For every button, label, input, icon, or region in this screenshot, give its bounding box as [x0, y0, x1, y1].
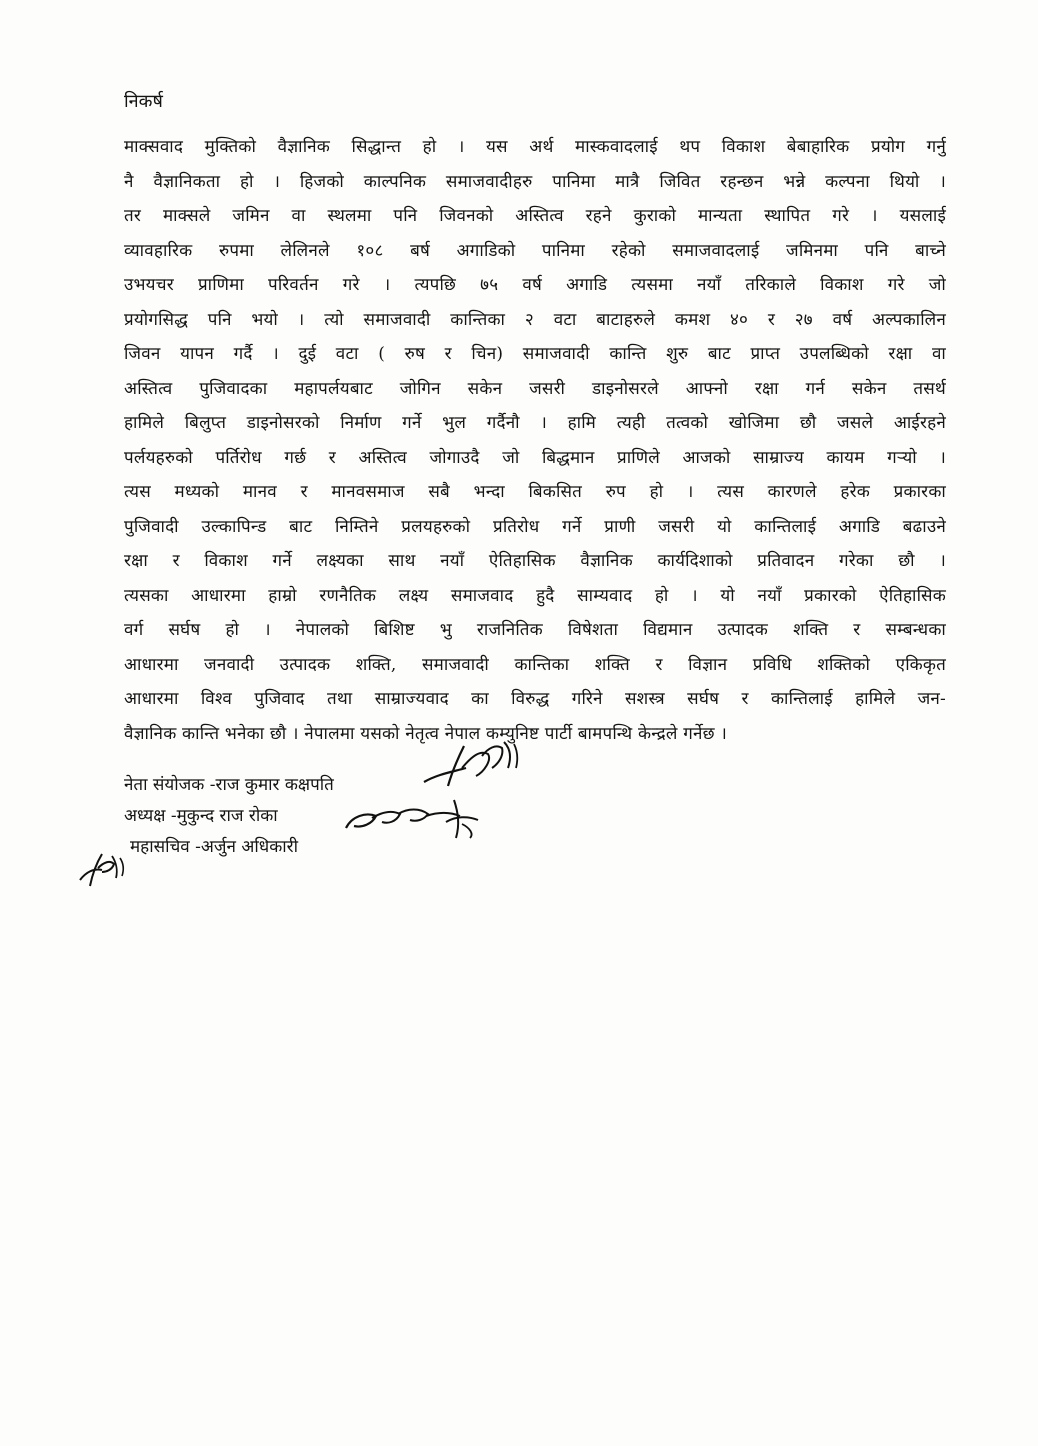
body-line: माक्सवाद मुक्तिको वैज्ञानिक सिद्धान्त हो । यस अर्थ मास्कवादलाई थप विकाश बेबाहारिक प्रयोग गर्नु — [124, 137, 946, 157]
body-line: नै वैज्ञानिकता हो । हिजको काल्पनिक समाजवादीहरु पानिमा मात्रै जिवित रहन्छन भन्ने कल्पना थियो । — [124, 171, 946, 192]
body-line: त्यसका आधारमा हाम्रो रणनैतिक लक्ष्य समाजवाद हुदै साम्यवाद हो । यो नयाँ प्रकारको ऐतिहासिक — [124, 585, 946, 606]
body-line: व्यावहारिक रुपमा लेलिनले १०८ बर्ष अगाडिको पानिमा रहेको समाजवादलाई जमिनमा पनि बाच्ने — [124, 240, 946, 261]
body-line: वैज्ञानिक कान्ति भनेका छौ । नेपालमा यसको नेतृत्व नेपाल कम्युनिष्ट पार्टी बामपन्थि केन्द्रले गर्नेछ । — [124, 723, 727, 744]
separator: - — [209, 775, 216, 795]
signature-mark — [72, 846, 132, 892]
signatory-row — [130, 832, 334, 863]
document-body — [124, 130, 946, 751]
separator: - — [195, 837, 201, 857]
body-line: वर्ग सर्घष हो । नेपालको बिशिष्ट भु राजनितिक विषेशता विद्यमान उत्पादक शक्ति र सम्बन्धका — [124, 620, 946, 640]
signature-mark — [342, 794, 492, 842]
body-line: प्रयोगसिद्ध पनि भयो । त्यो समाजवादी कान्तिका २ वटा बाटाहरुले कमश ४० र २७ वर्ष अल्पकालिन — [124, 309, 946, 330]
body-line: त्यस मध्यको मानव र मानवसमाज सबै भन्दा बिकसित रुप हो । त्यस कारणले हरेक प्रकारका — [124, 482, 946, 502]
separator: - — [170, 806, 177, 826]
signatory-role: नेता संयोजक — [124, 775, 205, 795]
signature-mark — [418, 738, 528, 796]
body-line: उभयचर प्राणिमा परिवर्तन गरे । त्यपछि ७५ वर्ष अगाडि त्यसमा नयाँ तरिकाले विकाश गरे जो — [124, 275, 946, 295]
signatory-name: अर्जुन अधिकारी — [200, 837, 299, 857]
signatory-name: राज कुमार कक्षपति — [215, 775, 334, 795]
body-line: जिवन यापन गर्दै । दुई वटा ( रुष र चिन) समाजवादी कान्ति शुरु बाट प्राप्त उपलब्धिको रक्षा वा — [124, 344, 946, 364]
signatory-list — [124, 770, 334, 863]
body-line: हामिले बिलुप्त डाइनोसरको निर्माण गर्ने भुल गर्दैनौ । हामि त्यही तत्वको खोजिमा छौ जसले आईरहने — [124, 413, 946, 433]
signatory-role: महासचिव — [130, 837, 190, 857]
document-heading: निकर्ष — [124, 91, 163, 112]
signatory-row — [124, 770, 334, 801]
body-line: अस्तित्व पुजिवादका महापर्लयबाट जोगिन सकेन जसरी डाइनोसरले आफ्नो रक्षा गर्न सकेन तसर्थ — [124, 378, 946, 399]
body-line: आधारमा विश्व पुजिवाद तथा साम्राज्यवाद का विरुद्ध गरिने सशस्त्र सर्घष र कान्तिलाई हामिले जन- — [124, 689, 946, 709]
body-line: रक्षा र विकाश गर्ने लक्ष्यका साथ नयाँ ऐतिहासिक वैज्ञानिक कार्यदिशाको प्रतिवादन गरेका छौ । — [124, 551, 946, 571]
signatory-row — [124, 801, 334, 832]
signatory-role: अध्यक्ष — [124, 806, 166, 826]
body-line: पुजिवादी उल्कापिन्ड बाट निम्तिने प्रलयहरुको प्रतिरोध गर्ने प्राणी जसरी यो कान्तिलाई अगाडि बढाउने — [124, 516, 946, 537]
body-line: पर्लयहरुको पर्तिरोध गर्छ र अस्तित्व जोगाउदै जो बिद्धमान प्राणिले आजको साम्राज्य कायम गऱ्यो । — [124, 447, 946, 468]
signatory-name: मुकुन्द राज रोका — [176, 806, 278, 826]
body-line: तर माक्सले जमिन वा स्थलमा पनि जिवनको अस्तित्व रहने कुराको मान्यता स्थापित गरे । यसलाई — [124, 206, 946, 226]
body-line: आधारमा जनवादी उत्पादक शक्ति, समाजवादी कान्तिका शक्ति र विज्ञान प्रविधि शक्तिको एकिकृत — [124, 654, 946, 675]
